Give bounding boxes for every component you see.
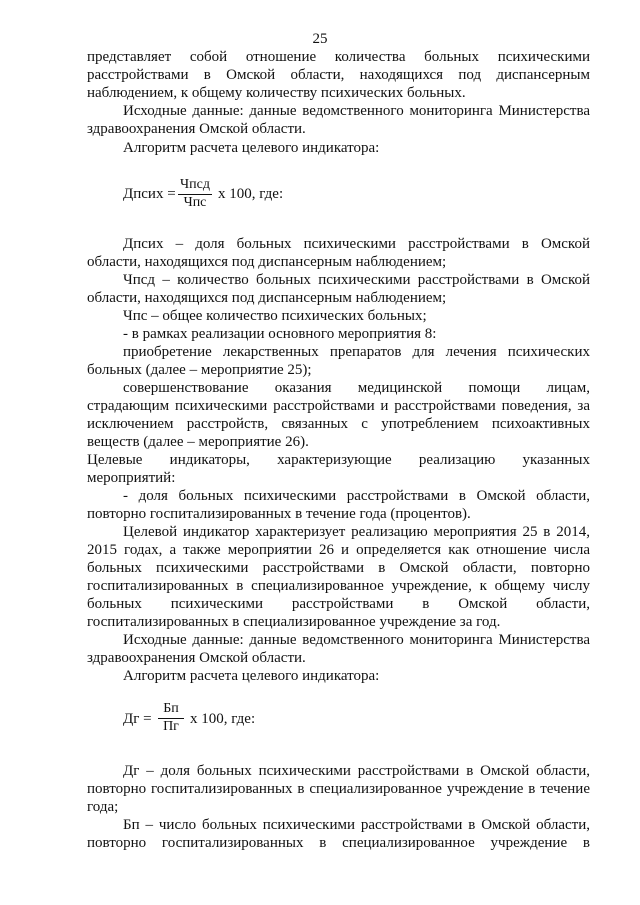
text-line: госпитализированных в специализированное учреждение за год. bbox=[87, 614, 501, 630]
formula-numerator: Бп bbox=[163, 701, 179, 716]
formula-lhs: Дг = bbox=[123, 711, 152, 727]
text-line: Исходные данные: данные ведомственного мониторинга Министерства bbox=[123, 632, 590, 648]
formula-tail: х 100, где: bbox=[190, 711, 256, 727]
text-line: Целевые индикаторы, характеризующие реализацию указанных bbox=[87, 452, 590, 468]
formula-lhs: Дпсих = bbox=[123, 186, 176, 202]
text-line: года; bbox=[87, 799, 119, 815]
text-line: повторно госпитализированных в течение года (процентов). bbox=[87, 506, 471, 522]
formula-denominator: Чпс bbox=[178, 194, 212, 211]
text-line: представляет собой отношение количества больных психическими bbox=[87, 49, 590, 65]
text-line: наблюдением, к общему количеству психических больных. bbox=[87, 85, 466, 101]
text-line: совершенствование оказания медицинской помощи лицам, bbox=[123, 380, 590, 396]
text-line: повторно госпитализированных в специализированное учреждение в bbox=[87, 835, 590, 851]
text-line: Дпсих – доля больных психическими расстройствами в Омской bbox=[123, 236, 590, 252]
text-line: приобретение лекарственных препаратов для лечения психических bbox=[123, 344, 590, 360]
text-line: исключением расстройств, связанных с употреблением психоактивных bbox=[87, 416, 590, 432]
text-line: Бп – число больных психическими расстройствами в Омской области, bbox=[123, 817, 590, 833]
text-line: больных (далее – мероприятие 25); bbox=[87, 362, 312, 378]
text-line: области, находящихся под диспансерным наблюдением; bbox=[87, 290, 447, 306]
text-line: Алгоритм расчета целевого индикатора: bbox=[123, 140, 380, 156]
text-line: 2015 годах, а также мероприятии 26 и определяется как отношение числа bbox=[87, 542, 590, 558]
formula-tail: х 100, где: bbox=[218, 186, 284, 202]
text-line: здравоохранения Омской области. bbox=[87, 121, 306, 137]
text-line: повторно госпитализированных в специализированное учреждение в течение bbox=[87, 781, 590, 797]
text-line: больных психическими расстройствами в Омской области, bbox=[87, 596, 590, 612]
text-line: страдающим психическими расстройствами и расстройствами поведения, за bbox=[87, 398, 590, 414]
text-line: - в рамках реализации основного мероприятия 8: bbox=[123, 326, 437, 342]
formula-numerator: Чпсд bbox=[180, 177, 210, 192]
text-line: Исходные данные: данные ведомственного мониторинга Министерства bbox=[123, 103, 590, 119]
text-line: больных психическими расстройствами в Омской области, повторно bbox=[87, 560, 590, 576]
formula-denominator: Пг bbox=[158, 718, 184, 735]
text-line: госпитализированных в специализированное учреждение, к общему числу bbox=[87, 578, 590, 594]
text-line: Дг – доля больных психическими расстройствами в Омской области, bbox=[123, 763, 590, 779]
text-line: здравоохранения Омской области. bbox=[87, 650, 306, 666]
text-line: - доля больных психическими расстройствами в Омской области, bbox=[123, 488, 590, 504]
text-line: мероприятий: bbox=[87, 470, 176, 486]
text-line: Чпсд – количество больных психическими расстройствами в Омской bbox=[123, 272, 590, 288]
page-number: 25 bbox=[312, 31, 328, 47]
text-line: Алгоритм расчета целевого индикатора: bbox=[123, 668, 380, 684]
text-line: веществ (далее – мероприятие 26). bbox=[87, 434, 309, 450]
text-line: Целевой индикатор характеризует реализацию мероприятия 25 в 2014, bbox=[123, 524, 590, 540]
text-line: расстройствами в Омской области, находящихся под диспансерным bbox=[87, 67, 590, 83]
text-line: Чпс – общее количество психических больных; bbox=[123, 308, 427, 324]
text-line: области, находящихся под диспансерным наблюдением; bbox=[87, 254, 447, 270]
